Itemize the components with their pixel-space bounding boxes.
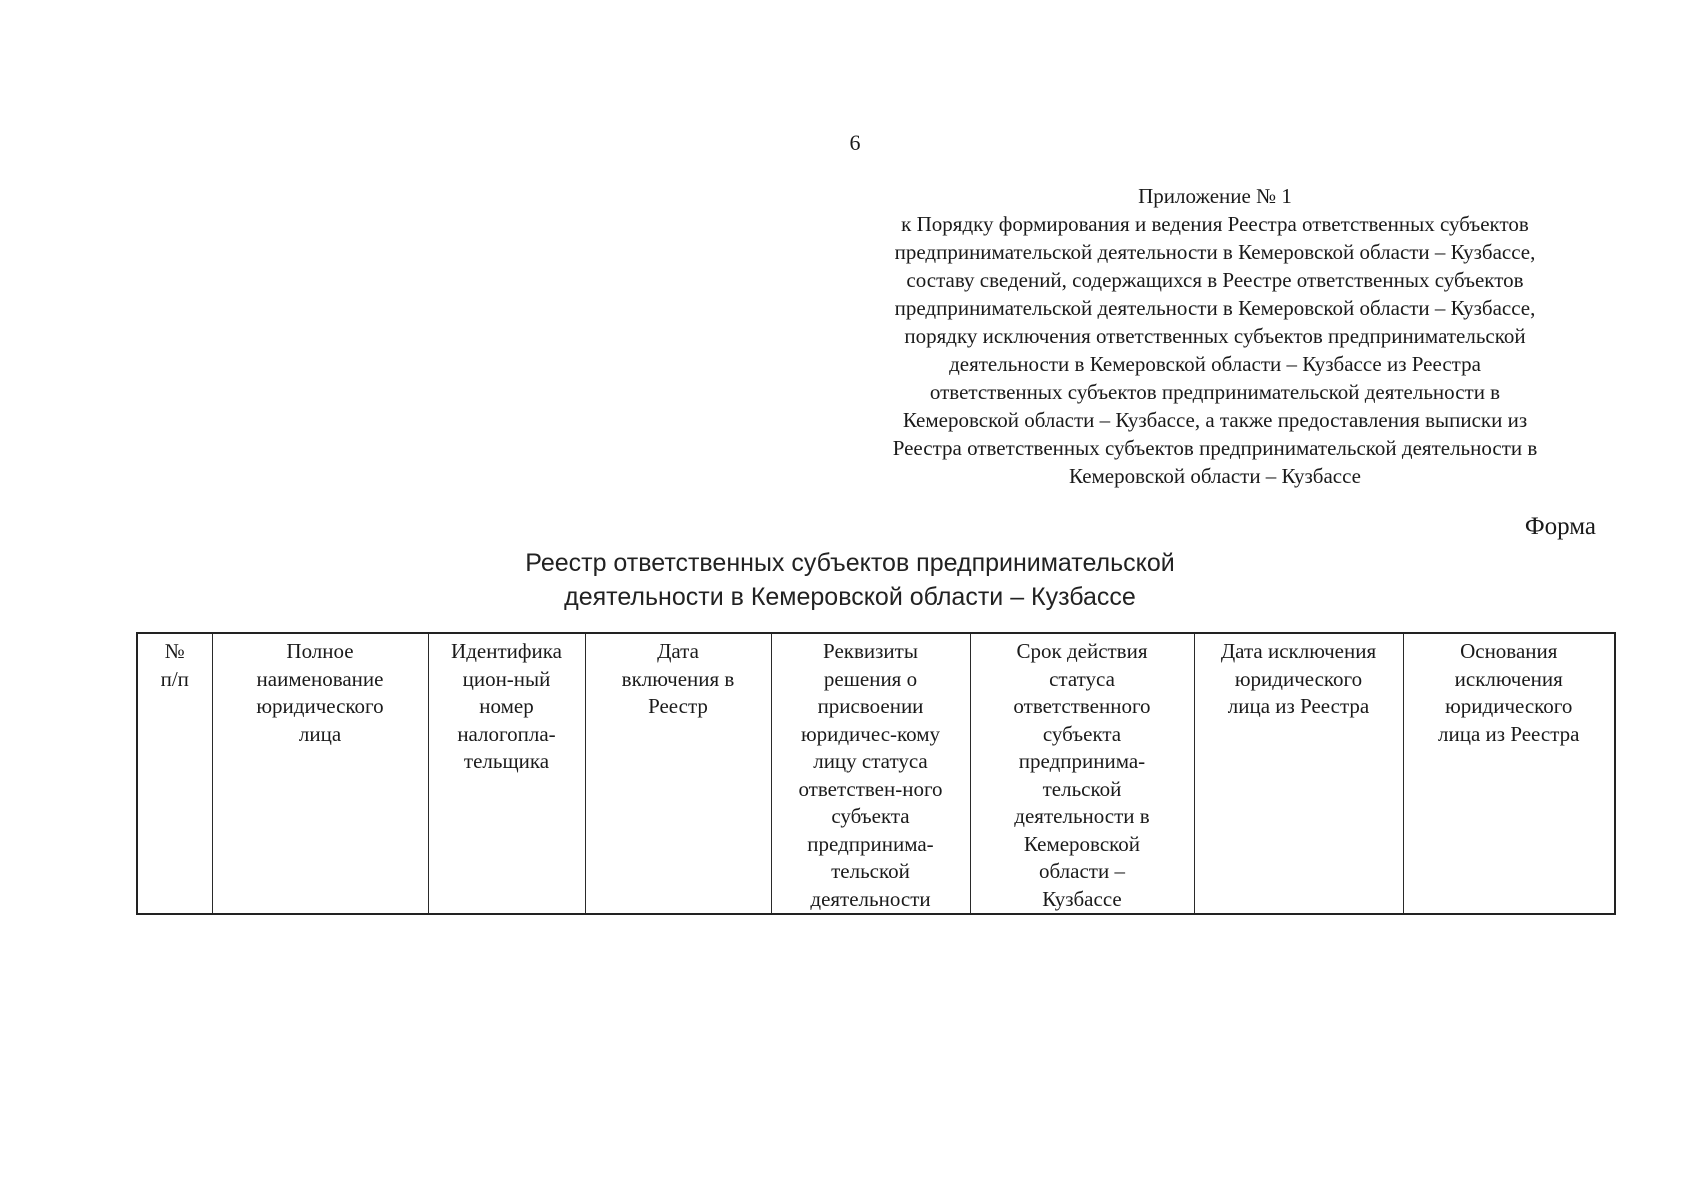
header-inn: Идентифика цион-ный номер налогопла- тельщика (428, 633, 585, 914)
appendix-line: порядку исключения ответственных субъектов предпринимательской (904, 324, 1526, 348)
form-label: Форма (1524, 513, 1596, 540)
header-full-name: Полное наименование юридического лица (212, 633, 428, 914)
header-decision-details: Реквизиты решения о присвоении юридичес-кому лицу статуса ответствен-ного субъекта предпринима- тельской деятельности (771, 633, 970, 914)
appendix-line: Кемеровской области – Кузбассе (1068, 464, 1362, 488)
register-table (136, 632, 1616, 915)
header-exclusion-date: Дата исключения юридического лица из Реестра (1194, 633, 1403, 914)
appendix-header (830, 182, 1600, 490)
register-title-line-2: деятельности в Кемеровской области – Кузбассе (564, 583, 1136, 611)
appendix-line: ответственных субъектов предпринимательской деятельности в (929, 380, 1501, 404)
appendix-line: деятельности в Кемеровской области – Кузбассе из Реестра (949, 352, 1481, 376)
header-status-term: Срок действия статуса ответственного субъекта предпринима- тельской деятельности в Кемеровской области – Кузбассе (970, 633, 1194, 914)
header-inclusion-date: Дата включения в Реестр (585, 633, 771, 914)
header-number: № п/п (137, 633, 212, 914)
appendix-line: Приложение № 1 (1138, 184, 1292, 208)
appendix-line: к Порядку формирования и ведения Реестра ответственных субъектов (901, 212, 1529, 236)
appendix-line: составу сведений, содержащихся в Реестре ответственных субъектов (906, 268, 1524, 292)
header-exclusion-grounds: Основания исключения юридического лица из Реестра (1403, 633, 1615, 914)
appendix-line: Реестра ответственных субъектов предпринимательской деятельности в (892, 436, 1538, 460)
appendix-line: предпринимательской деятельности в Кемеровской области – Кузбассе, (894, 240, 1536, 264)
table-header-row (137, 633, 1615, 914)
appendix-line: предпринимательской деятельности в Кемеровской области – Кузбассе, (894, 296, 1536, 320)
register-title-line-1: Реестр ответственных субъектов предпринимательской (525, 549, 1175, 577)
appendix-line: Кемеровской области – Кузбассе, а также предоставления выписки из (902, 408, 1528, 432)
register-title (420, 546, 1280, 614)
page-number: 6 (849, 130, 861, 155)
